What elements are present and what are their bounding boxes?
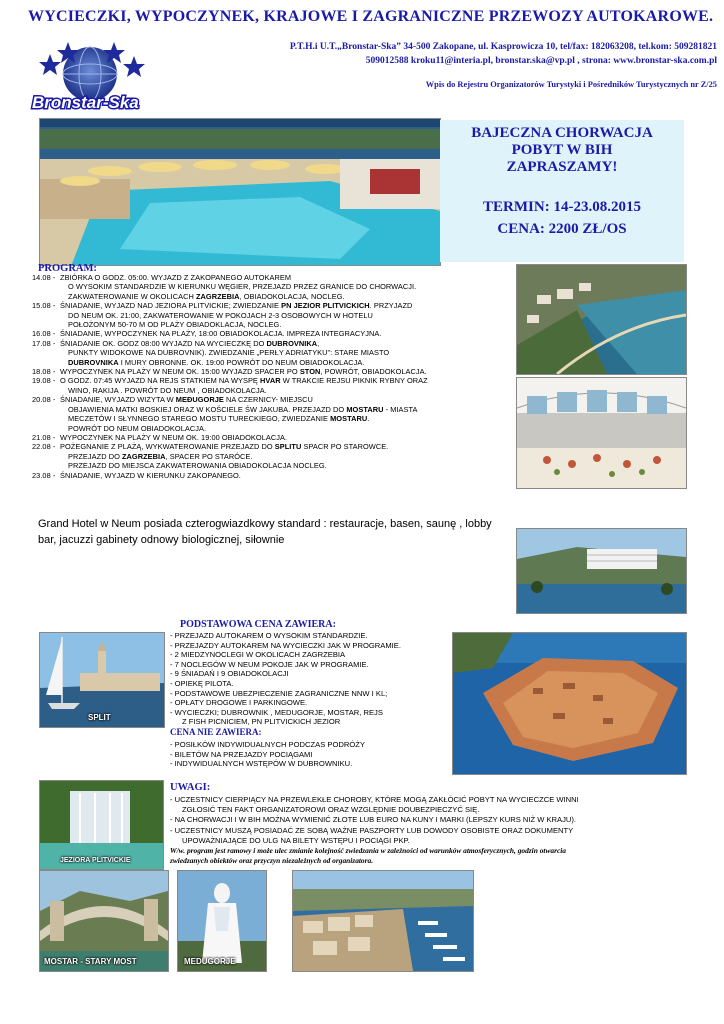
program-date	[32, 282, 60, 291]
restaurant-photo	[516, 377, 687, 489]
list-item: - 7 NOCLEGÓW W NEUM POKOJE JAK W PROGRAMIE.	[170, 659, 369, 669]
list-item: - OPIEKĘ PILOTA.	[170, 678, 234, 688]
program-row	[32, 433, 512, 442]
program-list	[32, 273, 512, 480]
program-date	[32, 292, 60, 301]
program-text: POWRÓT DO NEUM OBIADOKOLACJA.	[68, 423, 207, 433]
program-text: MECZETÓW I SŁYNNEGO STAREGO MOSTU TURECKIEGO, ZWIEDZANIE MOSTARU.	[68, 414, 370, 424]
plitvice-caption: JEZIORA PLITVICKIE	[60, 857, 131, 864]
program-text: O WYSOKIM STANDARDZIE W KIERUNKU WĘGIER, PRZEJAZD PRZEZ GRANICE DO CHORWACJI.	[68, 282, 417, 292]
program-date: 22.08 -	[32, 442, 56, 452]
promo-line-1: BAJECZNA CHORWACJA	[471, 125, 653, 141]
program-row	[32, 471, 512, 480]
program-row	[32, 376, 512, 385]
program-row	[32, 282, 512, 291]
excludes-heading-text: CENA NIE ZAWIERA:	[170, 727, 262, 737]
address-line-2: 509012588 kroku11@interia.pl, bronstar.ska@vp.pl , strona: www.bronstar-ska.com.pl	[365, 56, 717, 66]
program-text: ŚNIADANIE OK. GODZ 08:00 WYJAZD NA WYCIECZKĘ DO DUBROVNIKA,	[60, 338, 320, 348]
program-text: ZBIÓRKA O GODZ. 05:00. WYJAZD Z ZAKOPANEGO AUTOKAREM	[60, 273, 292, 282]
program-row	[32, 442, 512, 451]
list-item: - 9 ŚNIADAŃ I 9 OBIADOKOLACJI	[170, 669, 289, 679]
promo-price: CENA: 2200 ZŁ/OS	[497, 221, 627, 237]
program-date: 15.08 -	[32, 301, 56, 311]
promo-line-3: ZAPRASZAMY!	[506, 159, 618, 175]
logo-text: Bronstar-Ska	[32, 93, 139, 112]
plitvice-photo	[39, 780, 164, 870]
list-item: - UCZESTNICY MUSZĄ POSIADAĆ ZE SOBĄ WAŻNE PASZPORTY LUB DOWODY OSOBISTE ORAZ DOKUMENTY	[170, 825, 574, 835]
page-title: WYCIECZKI, WYPOCZYNEK, KRAJOWE I ZAGRANICZNE PRZEWOZY AUTOKAROWE.	[28, 8, 714, 25]
list-item: - PRZEJAZDY AUTOKAREM NA WYCIECZKI JAK W PROGRAMIE.	[170, 640, 401, 650]
program-text: O GODZ. 07:45 WYJAZD NA REJS STATKIEM NA WYSPĘ HVAR W TRAKCIE REJSU PIKNIK RYBNY ORAZ	[60, 376, 428, 386]
program-date: 14.08 -	[32, 273, 56, 282]
program-text: ŚNIADANIE, WYJAZD W KIERUNKU ZAKOPANEGO.	[60, 470, 241, 480]
list-item: - PRZEJAZD AUTOKAREM O WYSOKIM STANDARDZIE.	[170, 631, 368, 640]
program-date: 17.08 -	[32, 338, 56, 348]
hotel-pool-photo	[39, 118, 441, 266]
program-date	[32, 461, 60, 470]
program-date: 23.08 -	[32, 470, 56, 480]
program-date: 16.08 -	[32, 329, 56, 339]
program-text: ŚNIADANIE, WYPOCZYNEK NA PLAŻY, 18:00 OBIADOKOLACJA. IMPREZA INTEGRACYJNA.	[60, 329, 382, 339]
program-row	[32, 320, 512, 329]
program-heading: PROGRAM:	[38, 263, 97, 274]
program-row	[32, 339, 512, 348]
list-item: Z FISH PICNICIEM, PN PLITVICKICH JEZIOR	[182, 717, 341, 727]
program-date	[32, 358, 60, 367]
mostar-caption: MOSTAR - STARY MOST	[44, 957, 137, 966]
program-date	[32, 424, 60, 433]
list-item: ZGŁOSIĆ TEN FAKT ORGANIZATOROWI ORAZ WZGLĘDNIE DOUBEZPIECZYĆ SIĘ.	[182, 805, 480, 815]
program-row	[32, 395, 512, 404]
medugorje-photo	[177, 870, 267, 972]
program-date: 19.08 -	[32, 376, 56, 386]
coast-photo	[516, 264, 687, 375]
program-text: WINO, RAKIJA . POWRÓT DO NEUM , OBIADOKOLACJA.	[68, 385, 267, 395]
program-text: POŻEGNANIE Z PLAŻĄ, WYKWATEROWANIE PRZEJAZD DO SPLITU SPACR PO STAROWCE.	[60, 442, 389, 452]
program-date	[32, 348, 60, 357]
company-logo	[28, 38, 178, 114]
program-row	[32, 311, 512, 320]
program-text: ŚNIADANIE, WYJAZD WIZYTA W MEĐUGORJE NA CZERNICY- MIEJSCU	[60, 395, 313, 405]
program-date	[32, 452, 60, 461]
disclaimer-line-1: W/w. program jest ramowy i może ulec zmianie kolejność zwiedzania w zależności od warunków atmosferycznych, godzin otwarcia	[170, 846, 566, 855]
program-row	[32, 292, 512, 301]
program-text: PRZEJAZD DO MIEJSCA ZAKWATEROWANIA OBIADOKOLACJA NOCLEG.	[68, 461, 327, 471]
list-item: - PODSTAWOWE UBEZPIECZENIE ZAGRANICZNE NNW I KL;	[170, 688, 388, 698]
program-row	[32, 348, 512, 357]
program-row	[32, 461, 512, 470]
disclaimer	[170, 846, 566, 866]
program-date	[32, 386, 60, 395]
notes-heading-text: UWAGI:	[170, 782, 211, 793]
program-date: 18.08 -	[32, 367, 56, 377]
registry-note: Wpis do Rejestru Organizatorów Turystyki i Pośredników Turystycznych nr Z/25	[425, 80, 717, 89]
list-item: - POSIŁKÓW INDYWIDUALNYCH PODCZAS PODRÓŻY	[170, 740, 365, 749]
dubrovnik-photo	[452, 632, 687, 775]
list-item: - OPŁATY DROGOWE I PARKINGOWE.	[170, 698, 308, 708]
program-row	[32, 358, 512, 367]
includes-list	[170, 631, 401, 727]
program-row	[32, 424, 512, 433]
program-row	[32, 452, 512, 461]
program-row	[32, 301, 512, 310]
includes-heading-text: PODSTAWOWA CENA ZAWIERA:	[180, 619, 336, 630]
program-text: OBJAWIENIA MATKI BOSKIEJ ORAZ W KOŚCIELE ŚW JAKUBA. PRZEJAZD DO MOSTARU - MIASTA	[68, 404, 418, 414]
program-text: POŁOŻONYM 50-70 M OD PLAŻY OBIADOKLACJA, NOCLEG.	[68, 320, 282, 330]
disclaimer-line-2: zwiedzanych obiektów oraz przyczyn niezależnych od organizatora.	[170, 856, 374, 865]
program-date	[32, 405, 60, 414]
program-date	[32, 311, 60, 320]
address-line-1: P.T.H.i U.T.„Bronstar-Ska” 34-500 Zakopane, ul. Kasprowicza 10, tel/fax: 182063208, tel.kom: 509281821	[289, 42, 717, 52]
mostar-photo	[39, 870, 169, 972]
list-item: - 2 MIEDZYNOCLEGI W OKOLICACH ZAGRZEBIA	[170, 650, 346, 660]
program-text: WYPOCZYNEK NA PLAŻY W NEUM OK. 19:00 OBIADOKOLACJA.	[60, 432, 288, 442]
program-row	[32, 414, 512, 423]
program-text: ŚNIADANIE, WYJAZD NAD JEZIORA PLITVICKIE; ZWIEDZANIE PN JEZIOR PLITVICKICH. PRZYJAZD	[60, 301, 413, 311]
program-row	[32, 329, 512, 338]
promo-termin: TERMIN: 14-23.08.2015	[483, 199, 641, 215]
list-item: - INDYWIDUALNYCH WSTĘPÓW W DUBROWNIKU.	[170, 759, 353, 769]
excludes-list	[170, 740, 365, 769]
program-date: 21.08 -	[32, 432, 56, 442]
program-text: DO NEUM OK. 21:00, ZAKWATEROWANIE W POKOJACH 2-3 OSOBOWYCH W HOTELU	[68, 310, 373, 320]
list-item: UPOWAŻNIAJĄCE DO ULG NA BILETY WSTĘPU I POCIĄGI PKP.	[182, 835, 410, 845]
program-text: WYPOCZYNEK NA PLAŻY W NEUM OK. 15:00 WYJAZD SPACER PO STON, POWRÓT, OBIADOKOLACJA.	[60, 367, 427, 377]
program-text: PRZEJAZD DO ZAGRZEBIA, SPACER PO STARÓCE.	[68, 451, 253, 461]
marina-photo	[292, 870, 474, 972]
split-photo	[39, 632, 165, 728]
medugorje-caption: MEDUGORJE	[184, 957, 236, 966]
notes-heading	[170, 782, 210, 793]
hotel-description: Grand Hotel w Neum posiada czterogwiazdkowy standard : restauracje, basen, saunę , lobby bar, jacuzzi gabinety odnowy biologicznej, siłownie	[38, 518, 492, 546]
split-caption: SPLIT	[88, 713, 111, 722]
list-item: - WYCIECZKI; DUBROWNIK , MEDUGORJE, MOSTAR, REJS	[170, 707, 383, 717]
promo-line-2: POBYT W BIH	[511, 142, 613, 158]
program-row	[32, 273, 512, 282]
program-date	[32, 414, 60, 423]
program-text: PUNKTY WIDOKOWE NA DUBROVNIK). ZWIEDZANIE „PERŁY ADRIATYKU”: STARE MIASTO	[68, 348, 390, 358]
promo-box	[440, 120, 684, 262]
program-text: ZAKWATEROWANIE W OKOLICACH ZAGRZEBIA, OBIADOKOLACJA, NOCLEG.	[68, 291, 345, 301]
list-item: - BILETÓW NA PRZEJAZDY POCIĄGAMI	[170, 749, 313, 759]
program-text: DUBROVNIKA I MURY OBRONNE. OK. 19:00 POWRÓT DO NEUM OBIADOKOLACJA.	[68, 357, 365, 367]
logo-icon	[28, 38, 178, 114]
program-row	[32, 367, 512, 376]
program-row	[32, 405, 512, 414]
includes-heading	[180, 619, 336, 630]
list-item: - NA CHORWACJI I W BIH MOŻNA WYMIENIĆ ZŁOTE LUB EURO NA KUNY I MARKI (LEPSZY KURS NIŻ W KRAJU).	[170, 815, 577, 825]
program-date: 20.08 -	[32, 395, 56, 405]
program-row	[32, 386, 512, 395]
notes-list	[170, 795, 579, 846]
list-item: - UCZESTNICY CIERPIĄCY NA PRZEWLEKŁE CHOROBY, KTÓRE MOGĄ ZAKŁÓCIĆ POBYT NA WYCIECZCE WINNI	[170, 795, 579, 804]
grand-hotel-photo	[516, 528, 687, 614]
program-date	[32, 320, 60, 329]
excludes-heading	[170, 727, 262, 737]
